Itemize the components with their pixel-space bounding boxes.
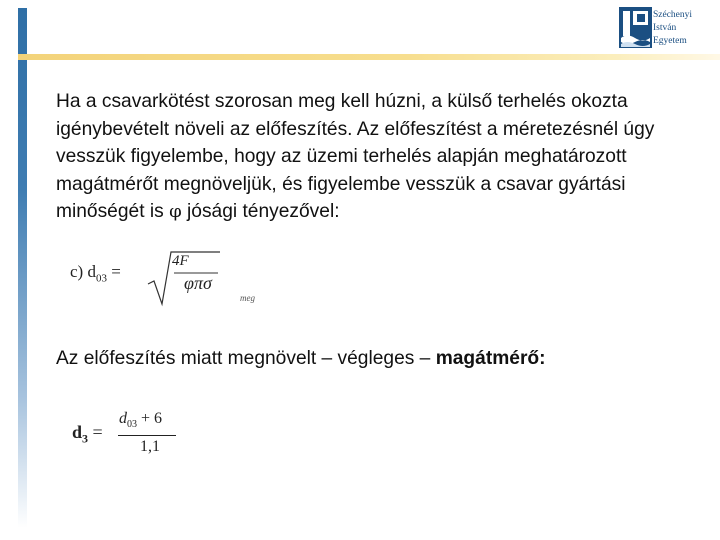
logo-line-2: István: [653, 23, 677, 33]
left-accent-bar: [18, 8, 27, 528]
formula-d03-denominator-sub: meg: [240, 293, 255, 303]
logo-text: [653, 9, 692, 48]
formula-d03-denominator: φπσ: [184, 273, 212, 293]
intro-paragraph: [56, 88, 706, 226]
formula-d3-lhs: $d_3$ =: [72, 422, 103, 446]
university-logo: [619, 7, 719, 51]
fraction-bar: [118, 435, 176, 436]
formula-d03: [70, 246, 255, 308]
logo-line-3: Egyetem: [653, 36, 687, 46]
top-accent-band: [18, 54, 720, 60]
formula-d03-numerator: 4F: [172, 253, 189, 269]
final-diameter-paragraph: [56, 345, 706, 372]
final-diameter-bold: magátmérő:: [435, 348, 546, 369]
formula-d3-denominator: 1,1: [140, 438, 160, 455]
logo-wave-icon: [619, 7, 652, 48]
phi-symbol: φ: [169, 201, 182, 222]
formula-d3: [72, 408, 192, 460]
formula-d03-label: c) $d_{03}$ =: [70, 262, 121, 285]
intro-text: Ha a csavarkötést szorosan meg kell húzni, a külső terhelés okozta igénybevételt növeli az előfeszítés. Az előfeszítést a méretezésnél úgy vesszük figyelembe, hogy az üzemi terhelés alapján meghatározott magátmérőt megnöveljük, és figyelembe vesszük a csavar gyártási minőségét is: [56, 91, 655, 222]
logo-line-1: Széchenyi: [653, 10, 693, 20]
intro-text-end: jósági tényezővel:: [187, 201, 340, 222]
formula-d3-numerator: $d_{03} + 6$: [119, 410, 163, 431]
final-diameter-text: Az előfeszítés miatt megnövelt – végleges –: [56, 348, 431, 369]
